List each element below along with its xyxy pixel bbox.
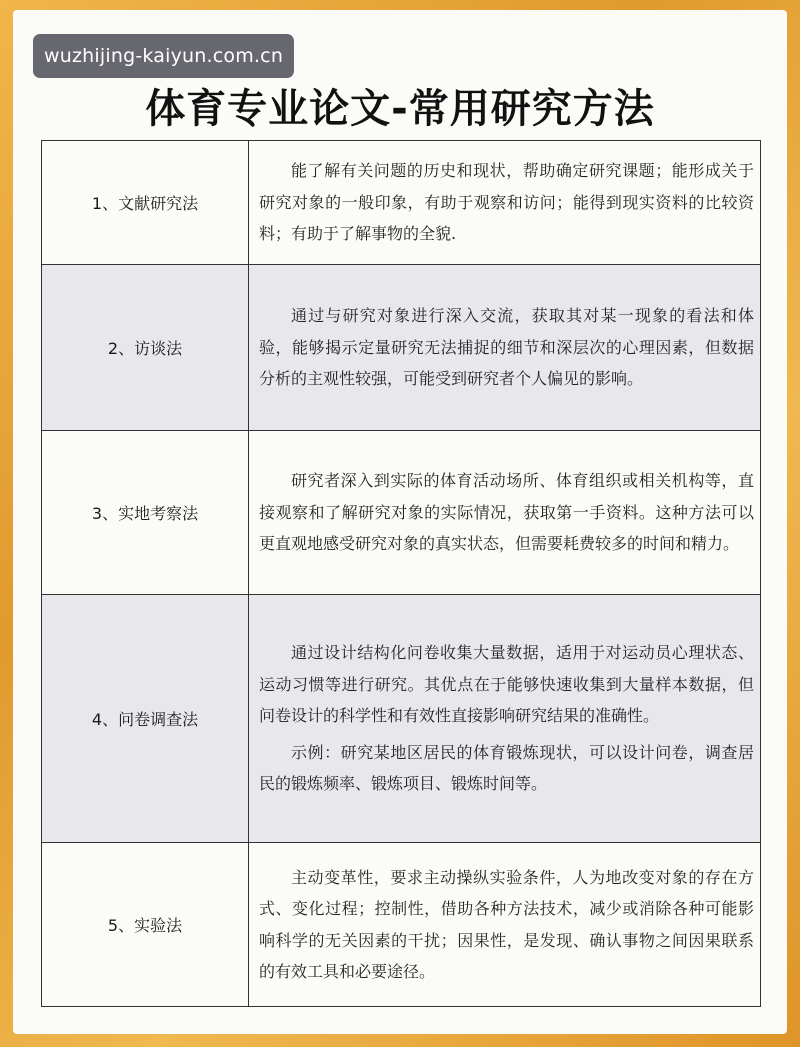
methods-table bbox=[41, 140, 761, 1007]
description-paragraph: 通过与研究对象进行深入交流，获取其对某一现象的看法和体验，能够揭示定量研究无法捕捉的细节和深层次的心理因素，但数据分析的主观性较强，可能受到研究者个人偏见的影响。 bbox=[259, 306, 754, 389]
method-name: 3、实地考察法 bbox=[42, 431, 249, 595]
table-row bbox=[42, 265, 761, 431]
table-row bbox=[42, 595, 761, 843]
table-row bbox=[42, 141, 761, 265]
method-name: 5、实验法 bbox=[42, 843, 249, 1007]
method-description bbox=[249, 595, 761, 843]
method-description bbox=[249, 843, 761, 1007]
method-name: 2、访谈法 bbox=[42, 265, 249, 431]
method-description bbox=[249, 141, 761, 265]
description-paragraph: 研究者深入到实际的体育活动场所、体育组织或相关机构等，直接观察和了解研究对象的实际情况，获取第一手资料。这种方法可以更直观地感受研究对象的真实状态，但需要耗费较多的时间和精力。 bbox=[259, 471, 754, 554]
method-description bbox=[249, 265, 761, 431]
watermark-badge: wuzhijing-kaiyun.com.cn bbox=[33, 34, 294, 78]
table-row bbox=[42, 843, 761, 1007]
description-paragraph: 能了解有关问题的历史和现状，帮助确定研究课题；能形成关于研究对象的一般印象，有助于观察和访问；能得到现实资料的比较资料；有助于了解事物的全貌. bbox=[259, 161, 754, 244]
page-title: 体育专业论文-常用研究方法 bbox=[145, 86, 655, 132]
method-name: 1、文献研究法 bbox=[42, 141, 249, 265]
method-description bbox=[249, 431, 761, 595]
description-paragraph: 通过设计结构化问卷收集大量数据，适用于对运动员心理状态、运动习惯等进行研究。其优点在于能够快速收集到大量样本数据，但问卷设计的科学性和有效性直接影响研究结果的准确性。 bbox=[259, 643, 754, 726]
example-paragraph: 示例：研究某地区居民的体育锻炼现状，可以设计问卷，调查居民的锻炼频率、锻炼项目、锻炼时间等。 bbox=[259, 742, 754, 794]
method-name: 4、问卷调查法 bbox=[42, 595, 249, 843]
table-row bbox=[42, 431, 761, 595]
description-paragraph: 主动变革性，要求主动操纵实验条件，人为地改变对象的存在方式、变化过程；控制性，借助各种方法技术，减少或消除各种可能影响科学的无关因素的干扰；因果性，是发现、确认事物之间因果联系的有效工具和必要途径。 bbox=[259, 867, 754, 981]
